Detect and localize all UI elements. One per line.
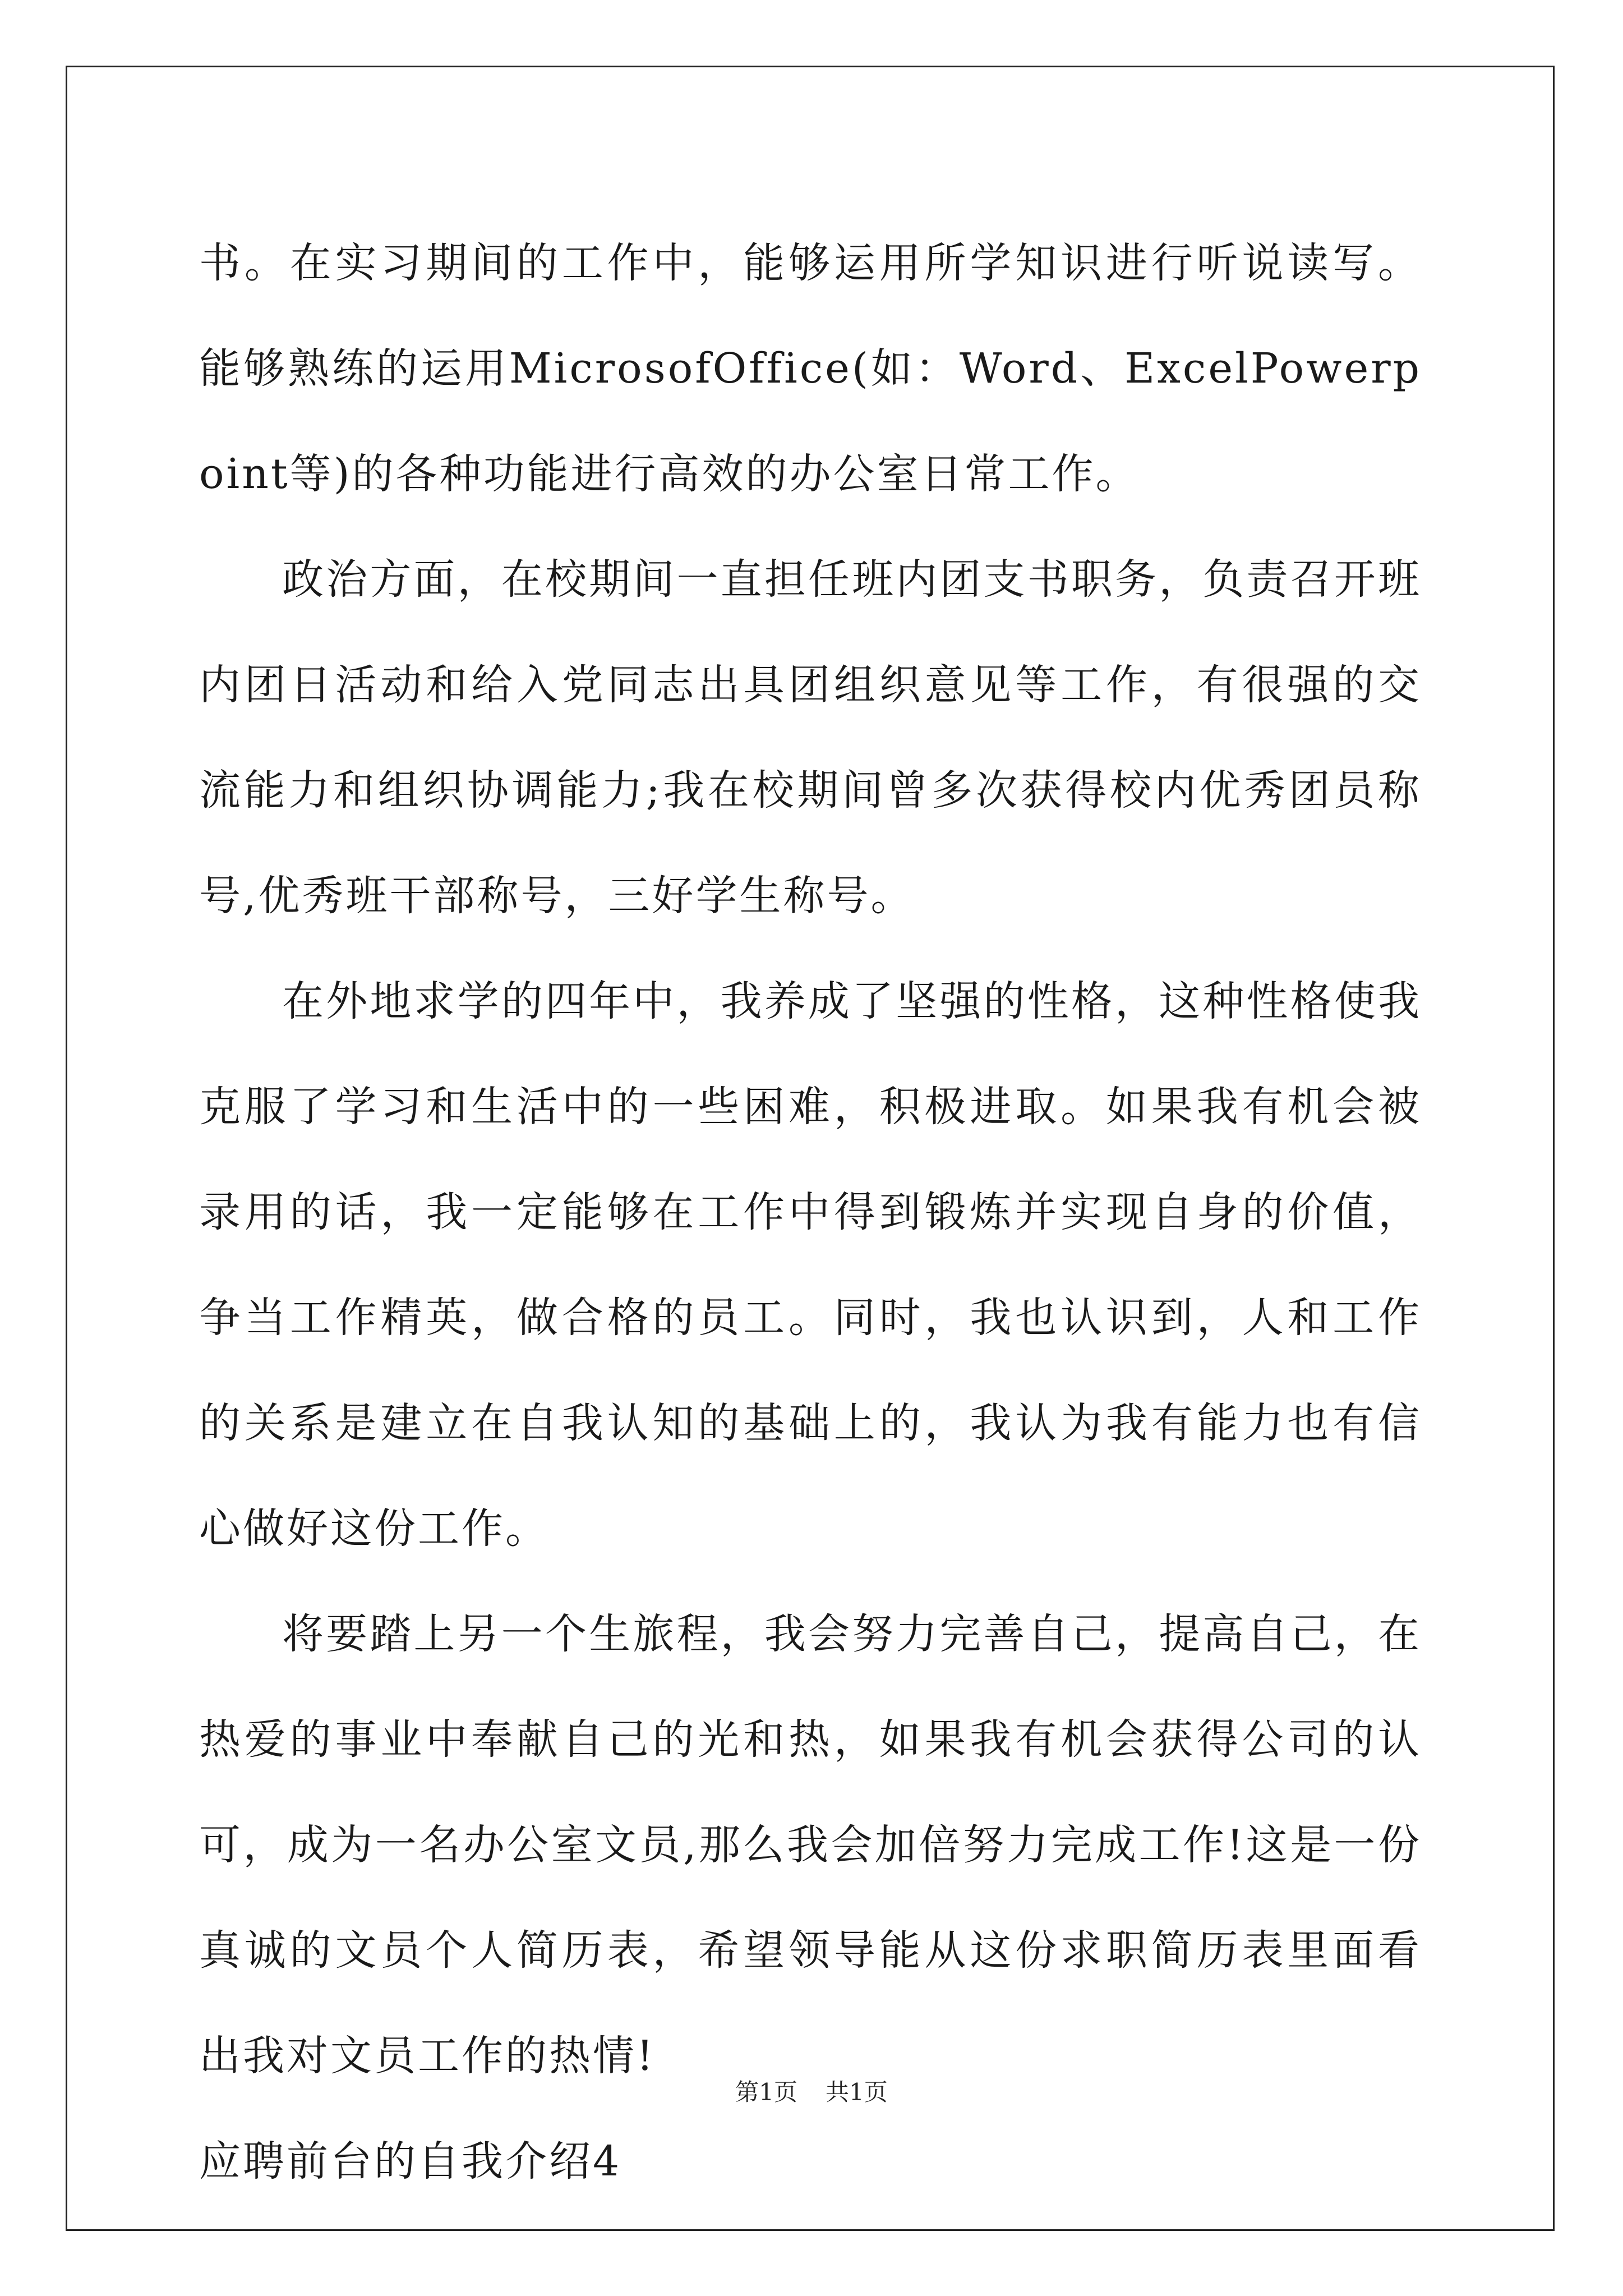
section-heading: 应聘前台的自我介绍4 — [199, 2137, 622, 2185]
page-number-total: 共1页 — [826, 2078, 888, 2106]
paragraph-character: 在外地求学的四年中，我养成了坚强的性格，这种性格使我克服了学习和生活中的一些困难，积极进取。如果我有机会被录用的话，我一定能够在工作中得到锻炼并实现自身的价值，争当工作精英，做合格的员工。同时，我也认识到，人和工作的关系是建立在自我认知的基础上的，我认为我有能力也有信心做好这份工作。 — [199, 977, 1422, 1553]
page-footer — [0, 2076, 1623, 2109]
document-body — [199, 210, 1422, 2214]
paragraph-politics: 政治方面，在校期间一直担任班内团支书职务，负责召开班内团日活动和给入党同志出具团组织意见等工作，有很强的交流能力和组织协调能力;我在校期间曾多次获得校内优秀团员称号,优秀班干部称号，三好学生称号。 — [199, 555, 1422, 920]
paragraph-closing: 将要踏上另一个生旅程，我会努力完善自己，提高自己，在热爱的事业中奉献自己的光和热，如果我有机会获得公司的认可，成为一名办公室文员,那么我会加倍努力完成工作!这是一份真诚的文员个人简历表，希望领导能从这份求职简历表里面看出我对文员工作的热情! — [199, 1610, 1422, 2080]
paragraph-skills: 书。在实习期间的工作中，能够运用所学知识进行听说读写。能够熟练的运用MicrosofOffice(如：Word、ExcelPowerpoint等)的各种功能进行高效的办公室日常工作。 — [199, 239, 1422, 498]
page-number-current: 第1页 — [735, 2078, 797, 2106]
